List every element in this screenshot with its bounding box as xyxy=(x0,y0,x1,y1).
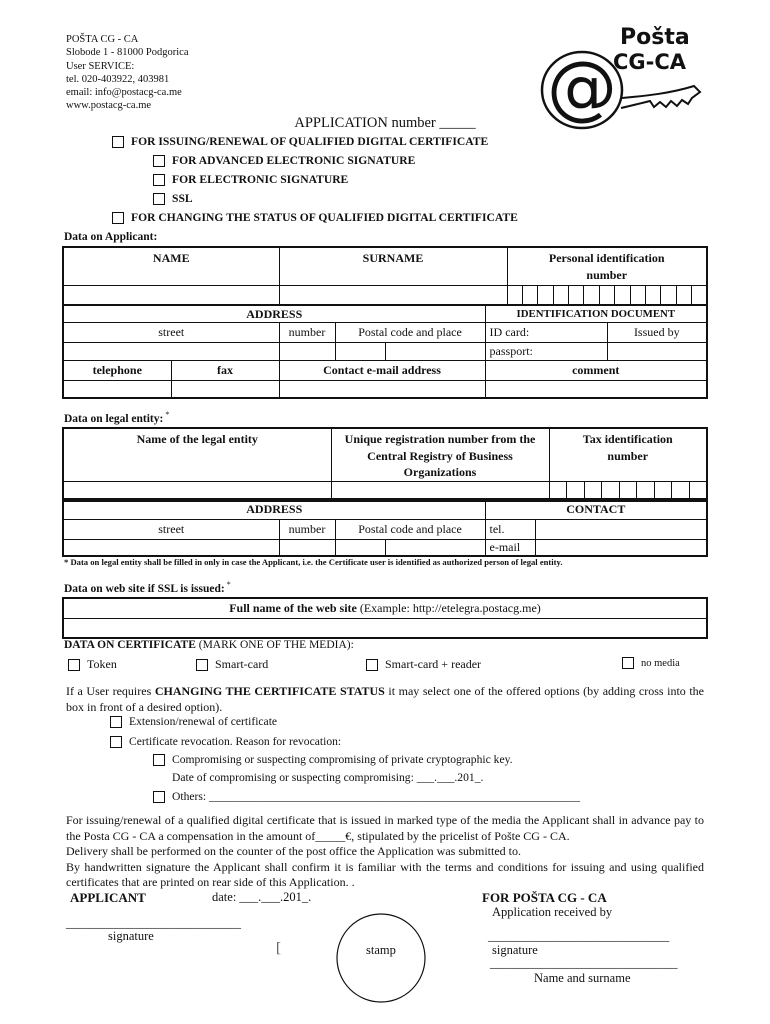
logo-line1: Pošta xyxy=(620,25,690,50)
street-label: street xyxy=(63,322,279,342)
media-none[interactable] xyxy=(622,657,680,669)
token-checkbox[interactable] xyxy=(68,659,80,671)
others-label: Others: ________________________________________________________________ xyxy=(172,790,581,803)
legal-number-label: number xyxy=(279,519,335,539)
legal-entity-table xyxy=(62,427,708,502)
website-table xyxy=(62,597,708,639)
token-label: Token xyxy=(87,657,117,671)
posta-cg-ca-logo xyxy=(538,18,708,130)
legal-address-header: ADDRESS xyxy=(63,499,485,519)
option-extension[interactable] xyxy=(110,715,277,728)
applicant-name-table xyxy=(62,246,708,306)
extension-checkbox[interactable] xyxy=(110,716,122,728)
purpose-electronic[interactable] xyxy=(153,173,348,186)
purpose-changing[interactable] xyxy=(112,211,518,224)
electronic-signature-label: FOR ELECTRONIC SIGNATURE xyxy=(172,173,349,186)
legal-street-label: street xyxy=(63,519,279,539)
pin-digit-box[interactable] xyxy=(584,285,599,305)
contact-service: User SERVICE: xyxy=(66,60,135,72)
status-intro-before: If a User requires xyxy=(66,684,152,698)
pin-digit-box[interactable] xyxy=(645,285,660,305)
logo-line2: CG-CA xyxy=(613,50,687,74)
telephone-field[interactable] xyxy=(63,380,171,398)
compromise-label: Compromising or suspecting compromising of private cryptographic key. xyxy=(172,753,513,766)
certificate-heading xyxy=(64,639,354,651)
changing-status-checkbox[interactable] xyxy=(112,212,124,224)
smart-card-reader-label: Smart-card + reader xyxy=(385,657,482,671)
tax-number-label: Tax identification number xyxy=(582,432,673,463)
website-heading-text: Data on web site if SSL is issued: xyxy=(64,582,225,595)
purpose-advanced[interactable] xyxy=(153,154,415,167)
purpose-issuing[interactable] xyxy=(112,135,488,148)
contact-block xyxy=(66,33,189,113)
option-compromise[interactable] xyxy=(153,753,513,766)
issued-by-field[interactable] xyxy=(607,342,707,360)
no-media-checkbox[interactable] xyxy=(622,657,634,669)
pin-header xyxy=(507,247,707,285)
applicant-address-table xyxy=(62,304,708,399)
issuing-label: FOR ISSUING/RENEWAL OF QUALIFIED DIGITAL CERTIFICATE xyxy=(131,135,489,148)
receiver-signature-label: signature xyxy=(492,943,538,957)
legal-email-field[interactable] xyxy=(535,539,707,556)
contact-email-header: Contact e-mail address xyxy=(279,360,485,380)
fax-header: fax xyxy=(171,360,279,380)
telephone-header: telephone xyxy=(63,360,171,380)
street-field[interactable] xyxy=(63,342,279,360)
registration-number-header xyxy=(331,428,549,481)
page-title: APPLICATION number _____ xyxy=(294,115,476,131)
registration-number-label: Unique registration number from the Central Registry of Business Organizations xyxy=(344,432,536,479)
legal-postal-code-field[interactable] xyxy=(335,539,385,556)
pin-header-label: Personal identification number xyxy=(548,251,665,282)
website-field[interactable] xyxy=(63,618,707,638)
legal-entity-heading-text: Data on legal entity: xyxy=(64,412,164,425)
applicant-label: APPLICANT xyxy=(70,890,146,905)
legal-tel-label: tel. xyxy=(485,519,535,539)
receiver-name-label: Name and surname xyxy=(534,971,631,985)
delivery-terms: Delivery shall be performed on the counter of the post office the Application was submitted to. xyxy=(66,844,521,858)
legal-contact-header: CONTACT xyxy=(485,499,707,519)
ssl-checkbox[interactable] xyxy=(153,193,165,205)
others-checkbox[interactable] xyxy=(153,791,165,803)
legal-street-field[interactable] xyxy=(63,539,279,556)
revocation-checkbox[interactable] xyxy=(110,736,122,748)
pin-digit-box[interactable] xyxy=(692,285,707,305)
contact-phone: tel. 020-403922, 403981 xyxy=(66,73,170,85)
media-token[interactable] xyxy=(68,657,117,672)
smart-card-checkbox[interactable] xyxy=(196,659,208,671)
website-label: Full name of the web site xyxy=(229,601,357,616)
postal-label: Postal code and place xyxy=(335,322,485,342)
status-change-intro xyxy=(66,683,704,715)
pin-digit-box[interactable] xyxy=(538,285,553,305)
advanced-signature-checkbox[interactable] xyxy=(153,155,165,167)
payment-terms: For issuing/renewal of a qualified digital certificate that is issued in marked type of the media the Applicant shall in advance pay to the Posta CG - CA a compensation in the amount of_____€, stipulated by the pricelist of Pošte CG - CA. xyxy=(66,813,704,843)
stamp-circle xyxy=(335,912,427,1004)
status-intro-after: it may select one of the offered options (by adding cross into the box in front of a desired option). xyxy=(66,684,704,714)
extension-label: Extension/renewal of certificate xyxy=(129,715,278,728)
surname-header: SURNAME xyxy=(279,247,507,285)
applicant-signature-line[interactable]: ____________________________ xyxy=(66,916,241,930)
terms-block xyxy=(66,813,704,891)
contact-org: POŠTA CG - CA xyxy=(66,34,139,45)
number-field[interactable] xyxy=(279,342,335,360)
compromise-checkbox[interactable] xyxy=(153,754,165,766)
comment-header: comment xyxy=(485,360,707,380)
legal-tel-field[interactable] xyxy=(535,519,707,539)
certificate-heading-note: (MARK ONE OF THE MEDIA): xyxy=(198,639,354,651)
at-sign-icon: @ xyxy=(547,46,617,128)
status-intro-bold: CHANGING THE CERTIFICATE STATUS xyxy=(154,684,385,698)
contact-website: www.postacg-ca.me xyxy=(66,100,152,112)
pin-digit-box[interactable] xyxy=(522,285,537,305)
pin-digit-box[interactable] xyxy=(507,285,522,305)
website-heading xyxy=(64,580,231,595)
advanced-signature-label: FOR ADVANCED ELECTRONIC SIGNATURE xyxy=(172,154,416,167)
changing-status-label: FOR CHANGING THE STATUS OF QUALIFIED DIGITAL CERTIFICATE xyxy=(131,211,518,224)
compromise-date[interactable]: Date of compromising or suspecting compromising: ___.___.201_. xyxy=(172,771,484,784)
name-field[interactable] xyxy=(63,285,279,305)
tax-number-header xyxy=(549,428,707,481)
option-others[interactable] xyxy=(153,790,580,803)
legal-email-label: e-mail xyxy=(485,539,535,556)
website-example: (Example: http://etelegra.postacg.me) xyxy=(359,601,541,616)
signature-terms: By handwritten signature the Applicant shall confirm it is familiar with the terms and conditions for issuing and using qualified certificates that are printed on rear side of this Application. . xyxy=(66,859,704,889)
received-by-label: Application received by xyxy=(492,905,613,919)
postal-code-field[interactable] xyxy=(335,342,385,360)
fax-field[interactable] xyxy=(171,380,279,398)
number-label: number xyxy=(279,322,335,342)
issued-by-label: Issued by xyxy=(607,322,707,342)
pin-digit-box[interactable] xyxy=(599,285,614,305)
key-shaft-icon xyxy=(621,86,700,108)
pin-digit-box[interactable] xyxy=(661,285,676,305)
pin-digit-box[interactable] xyxy=(630,285,645,305)
receiver-name-line[interactable]: ______________________________ xyxy=(490,956,678,970)
receiver-signature-line[interactable]: _____________________________ xyxy=(488,929,670,943)
purpose-ssl[interactable] xyxy=(153,192,193,205)
ssl-label: SSL xyxy=(172,192,193,205)
pin-digit-box[interactable] xyxy=(615,285,630,305)
legal-entity-footnote: * Data on legal entity shall be filled in only in case the Applicant, i.e. the Certificate user is identified as authorized person of legal entity. xyxy=(64,557,563,567)
address-header: ADDRESS xyxy=(63,305,485,322)
id-document-header: IDENTIFICATION DOCUMENT xyxy=(485,305,707,322)
comment-field[interactable] xyxy=(485,380,707,398)
option-revocation[interactable] xyxy=(110,735,341,748)
id-card-field[interactable]: ID card: xyxy=(485,322,607,342)
revocation-label: Certificate revocation. Reason for revocation: xyxy=(129,735,342,748)
contact-email: email: info@postacg-ca.me xyxy=(66,87,182,99)
legal-entity-heading xyxy=(64,410,169,425)
legal-postal-label: Postal code and place xyxy=(335,519,485,539)
issuing-checkbox[interactable] xyxy=(112,136,124,148)
website-header xyxy=(63,598,707,618)
place-field[interactable] xyxy=(385,342,485,360)
pin-digit-box[interactable] xyxy=(553,285,568,305)
legal-place-field[interactable] xyxy=(385,539,485,556)
stamp-label: stamp xyxy=(366,943,396,957)
electronic-signature-checkbox[interactable] xyxy=(153,174,165,186)
applicant-signature-label: signature xyxy=(108,929,154,943)
applicant-heading: Data on Applicant: xyxy=(64,231,158,243)
name-header: NAME xyxy=(63,247,279,285)
contact-address: Slobode 1 - 81000 Podgorica xyxy=(66,47,189,59)
legal-number-field[interactable] xyxy=(279,539,335,556)
surname-field[interactable] xyxy=(279,285,507,305)
website-heading-mark: * xyxy=(226,580,231,589)
certificate-heading-text: DATA ON CERTIFICATE xyxy=(64,639,196,651)
pin-digit-box[interactable] xyxy=(569,285,584,305)
pin-digit-box[interactable] xyxy=(676,285,691,305)
no-media-label: no media xyxy=(641,657,680,669)
posta-label: FOR POŠTA CG - CA xyxy=(482,890,607,905)
application-date[interactable]: date: ___.___.201_. xyxy=(212,890,312,904)
smart-card-label: Smart-card xyxy=(215,657,269,671)
passport-field[interactable]: passport: xyxy=(485,342,607,360)
media-smart-card-reader[interactable] xyxy=(366,657,481,672)
bracket-mark: [ xyxy=(276,940,281,956)
media-smart-card[interactable] xyxy=(196,657,268,672)
smart-card-reader-checkbox[interactable] xyxy=(366,659,378,671)
legal-entity-name-header: Name of the legal entity xyxy=(63,428,331,481)
contact-email-field[interactable] xyxy=(279,380,485,398)
legal-entity-address-table xyxy=(62,498,708,557)
legal-entity-heading-mark: * xyxy=(165,410,170,419)
